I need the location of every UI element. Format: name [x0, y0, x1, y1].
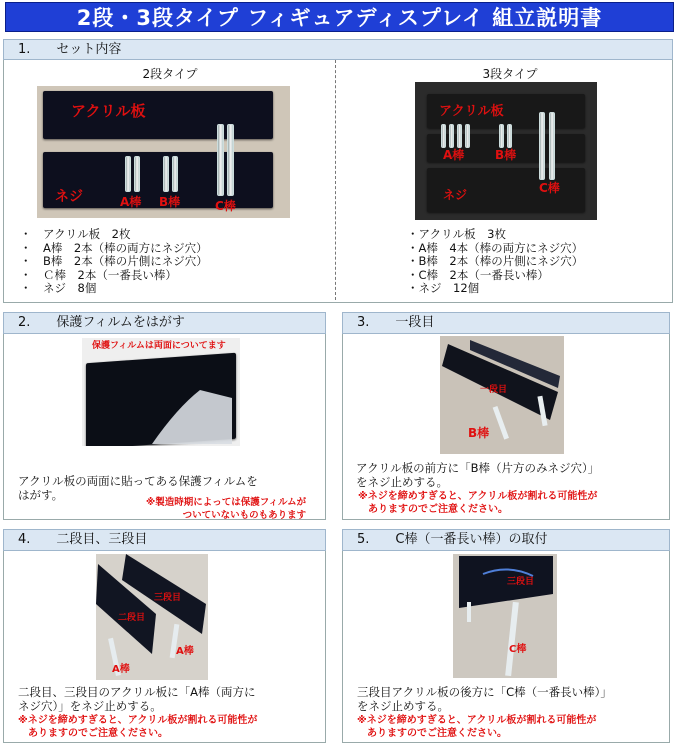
photo-label-c: C棒: [539, 181, 560, 195]
list-item: ・ A棒 2本（棒の両方にネジ穴）: [20, 240, 208, 255]
tier-two-three-photo: [96, 554, 208, 680]
section-5-note: ※ネジを締めすぎると、アクリル板が割れる可能性が ありますのでご注意ください。: [357, 715, 597, 739]
photo-label-rod: A棒: [176, 646, 194, 657]
list-item: ・ B棒 2本（棒の片側にネジ穴）: [20, 254, 208, 268]
photo-label-rod: B棒: [468, 426, 490, 440]
section-2-heading: 2. 保護フィルムをはがす: [3, 312, 326, 334]
section-2-text: アクリル板の両面に貼ってある保護フィルムを はがす。: [18, 474, 258, 502]
section-5-text: 三段目アクリル板の後方に「C棒（一番長い棒）」 をネジ止めする。: [357, 685, 612, 713]
three-tier-label: 3段タイプ: [482, 67, 538, 81]
two-tier-label: 2段タイプ: [142, 67, 198, 81]
photo-label-b: B棒: [159, 195, 181, 209]
section-1-divider: [335, 60, 336, 300]
three-tier-item-list: [407, 228, 583, 296]
section-3-heading: 3. 一段目: [342, 312, 670, 334]
photo-label-a: A棒: [120, 195, 142, 209]
film-removal-photo: [82, 338, 240, 446]
list-item: ・C棒 2本（一番長い棒）: [407, 267, 549, 282]
photo-label-screw: ネジ: [443, 188, 468, 202]
photo-label-screw: ネジ: [55, 189, 83, 205]
section-4-note: ※ネジを締めすぎると、アクリル板が割れる可能性が ありますのでご注意ください。: [18, 715, 258, 739]
photo-label-tier: 一段目: [480, 385, 508, 395]
photo-label-rod: C棒: [509, 644, 527, 655]
section-4-heading: 4. 二段目、三段目: [3, 529, 326, 551]
list-item: ・ ネジ 8個: [20, 281, 97, 295]
list-item: ・ アクリル板 2枚: [20, 227, 131, 241]
section-3-text: アクリル板の前方に「B棒（片方のみネジ穴）」 をネジ止めする。: [356, 461, 600, 489]
photo-label-c: C棒: [215, 199, 236, 213]
photo-label-plate: アクリル板: [439, 104, 504, 119]
list-item: ・A棒 4本（棒の両方にネジ穴）: [407, 240, 584, 255]
list-item: ・ Ｃ棒 2本（一番長い棒）: [20, 267, 177, 282]
list-item: ・アクリル板 3枚: [407, 227, 506, 241]
photo-label-plate: アクリル板: [71, 102, 146, 120]
photo-label-b: B棒: [495, 148, 517, 162]
photo-label-a: A棒: [443, 148, 465, 162]
section-3-note: ※ネジを締めすぎると、アクリル板が割れる可能性が ありますのでご注意ください。: [358, 491, 598, 515]
section-4-text: 二段目、三段目のアクリル板に「A棒（両方に ネジ穴）」をネジ止めする。: [18, 685, 256, 713]
two-tier-item-list: [20, 228, 208, 296]
photo-label-tier: 三段目: [507, 577, 535, 587]
two-tier-parts-photo: [37, 86, 290, 218]
film-photo-caption: 保護フィルムは両面についてます: [92, 341, 226, 351]
section-2-note: ※製造時期によっては保護フィルムが ついていないものもあります: [146, 497, 307, 521]
photo-label-tier2: 二段目: [118, 613, 146, 623]
three-tier-parts-photo: [415, 82, 597, 220]
section-5-heading: 5. C棒（一番長い棒）の取付: [342, 529, 670, 551]
c-rod-photo: [453, 554, 557, 678]
photo-label-rod: A棒: [112, 664, 130, 675]
list-item: ・B棒 2本（棒の片側にネジ穴）: [407, 254, 584, 268]
tier-one-photo: [440, 336, 564, 454]
document-title: 2段・3段タイプ フィギュアディスプレイ 組立説明書: [5, 2, 674, 32]
list-item: ・ネジ 12個: [407, 281, 480, 295]
section-1-heading: 1. セット内容: [3, 39, 673, 60]
photo-label-tier3: 三段目: [154, 593, 182, 603]
